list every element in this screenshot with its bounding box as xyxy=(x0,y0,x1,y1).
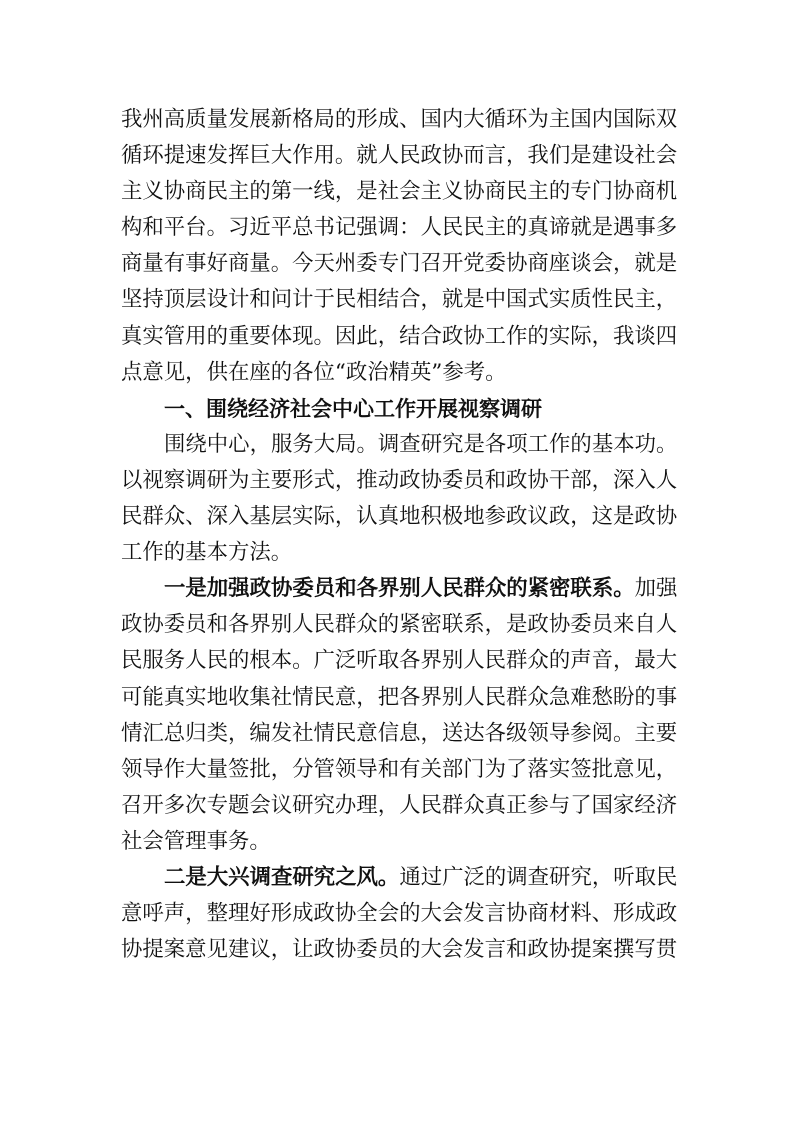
paragraph-point-two xyxy=(121,860,676,968)
text-line: 工作的基本方法。 xyxy=(121,540,293,566)
point-text: 加强 xyxy=(634,576,678,602)
text-line: 循环提速发挥巨大作用。就人民政协而言，我们是建设社会 xyxy=(121,143,678,169)
text-line: 社会管理事务。 xyxy=(121,828,271,854)
text-line: 主义协商民主的第一线，是社会主义协商民主的专门协商机 xyxy=(121,179,678,205)
text-line xyxy=(121,571,676,607)
text-line: 围绕中心，服务大局。调查研究是各项工作的基本功。 xyxy=(164,431,678,457)
text-line: 意呼声，整理好形成政协全会的大会发言协商材料、形成政 xyxy=(121,901,678,927)
text-line: 商量有事好商量。今天州委专门召开党委协商座谈会，就是 xyxy=(121,251,678,277)
text-line: 领导作大量签批，分管领导和有关部门为了落实签批意见， xyxy=(121,756,678,782)
text-line: 以视察调研为主要形式，推动政协委员和政协干部，深入人 xyxy=(121,467,678,493)
point-lead: 二是大兴调查研究之风。 xyxy=(164,864,400,890)
paragraph-point-one xyxy=(121,571,676,860)
point-text: 通过广泛的调查研究，听取民 xyxy=(399,864,678,890)
paragraph-section-intro xyxy=(121,427,676,571)
text-line: 政协委员和各界别人民群众的紧密联系，是政协委员来自人 xyxy=(121,612,678,638)
text-line: 我州高质量发展新格局的形成、国内大循环为主国内国际双 xyxy=(121,107,678,132)
text-line: 民服务人民的根本。广泛听取各界别人民群众的声音，最大 xyxy=(121,648,678,674)
text-line: 民群众、深入基层实际，认真地积极地参政议政，这是政协 xyxy=(121,504,678,530)
text-line: 情汇总归类，编发社情民意信息，送达各级领导参阅。主要 xyxy=(121,720,678,746)
text-line: 构和平台。习近平总书记强调：人民民主的真谛就是遇事多 xyxy=(121,215,678,241)
text-line: 坚持顶层设计和问计于民相结合，就是中国式实质性民主， xyxy=(121,287,678,313)
text-line: 点意见，供在座的各位“政治精英”参考。 xyxy=(121,359,507,385)
text-line: 召开多次专题会议研究办理，人民群众真正参与了国家经济 xyxy=(121,792,678,818)
section-heading: 一、围绕经济社会中心工作开展视察调研 xyxy=(164,396,542,421)
document-body xyxy=(121,102,676,968)
text-line: 真实管用的重要体现。因此，结合政协工作的实际，我谈四 xyxy=(121,323,678,349)
text-line: 协提案意见建议，让政协委员的大会发言和政协提案撰写贯 xyxy=(121,937,678,963)
point-lead: 一是加强政协委员和各界别人民群众的紧密联系。 xyxy=(164,576,635,602)
text-line xyxy=(121,860,676,896)
text-line: 可能真实地收集社情民意，把各界别人民群众急难愁盼的事 xyxy=(121,684,678,710)
paragraph-intro xyxy=(121,102,676,391)
